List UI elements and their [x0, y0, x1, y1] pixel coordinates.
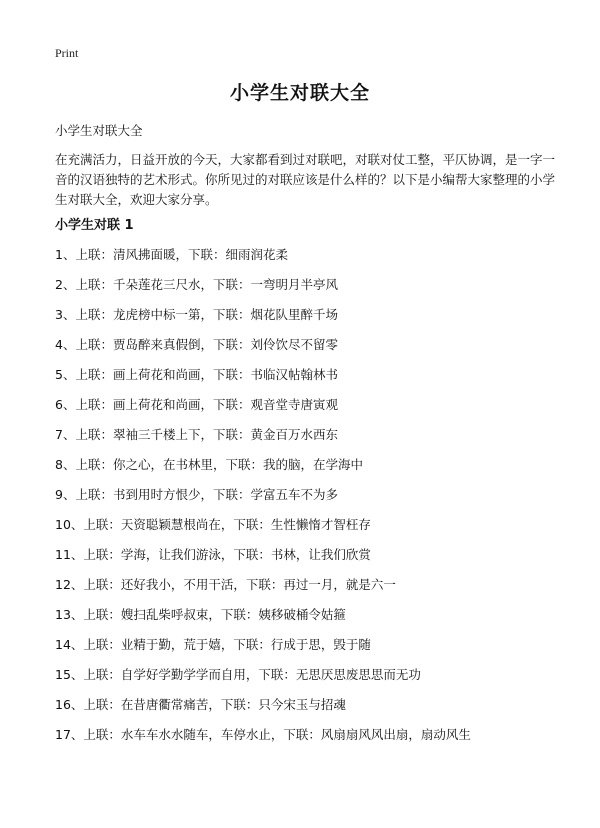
couplet-item: 4、上联：贾岛醉来真假倒，下联：刘伶饮尽不留零 — [55, 337, 338, 352]
couplet-item: 3、上联：龙虎榜中标一第，下联：烟花队里醉千场 — [55, 307, 338, 322]
intro-paragraph: 在充满活力，日益开放的今天，大家都看到过对联吧，对联对仗工整，平仄协调，是一字一音的汉语独特的艺术形式。你所见过的对联应该是什么样的？以下是小编帮大家整理的小学生对联大全，欢迎大家分享。 — [55, 152, 556, 207]
couplet-item: 5、上联：画上荷花和尚画，下联：书临汉帖翰林书 — [55, 367, 338, 382]
couplet-item: 15、上联：自学好学勤学学而自用，下联：无思厌思废思思而无功 — [55, 667, 421, 682]
couplet-item: 1、上联：清风拂面暖，下联：细雨润花柔 — [55, 247, 288, 262]
couplet-item: 9、上联：书到用时方恨少，下联：学富五车不为多 — [55, 487, 338, 502]
couplet-item: 7、上联：翠袖三千楼上下，下联：黄金百万水西东 — [55, 427, 338, 442]
couplet-item: 14、上联：业精于勤，荒于嬉，下联：行成于思，毁于随 — [55, 637, 371, 652]
couplet-item: 17、上联：水车车水水随车，车停水止，下联：风扇扇风风出扇，扇动风生 — [55, 727, 471, 742]
couplet-item: 16、上联：在昔唐衢常痛苦，下联：只今宋玉与招魂 — [55, 697, 346, 712]
couplet-item: 10、上联：天资聪颖慧根尚在，下联：生性懒惰才智枉存 — [55, 517, 371, 532]
section-heading: 小学生对联 1 — [55, 218, 134, 233]
couplet-item: 12、上联：还好我小，不用干活，下联：再过一月，就是六一 — [55, 577, 396, 592]
page-title: 小学生对联大全 — [229, 82, 370, 104]
page-subtitle: 小学生对联大全 — [55, 123, 143, 138]
print-link[interactable]: Print — [55, 46, 79, 60]
couplet-item: 8、上联：你之心，在书林里，下联：我的脑，在学海中 — [55, 457, 363, 472]
couplet-item: 2、上联：千朵莲花三尺水，下联：一弯明月半亭风 — [55, 277, 338, 292]
couplet-item: 13、上联：嫂扫乱柴呼叔束，下联：姨移破桶令姑箍 — [55, 607, 346, 622]
couplet-item: 11、上联：学海，让我们游泳，下联：书林，让我们欣赏 — [55, 547, 371, 562]
couplet-list — [55, 245, 575, 755]
couplet-item: 6、上联：画上荷花和尚画，下联：观音堂寺唐寅观 — [55, 397, 338, 412]
